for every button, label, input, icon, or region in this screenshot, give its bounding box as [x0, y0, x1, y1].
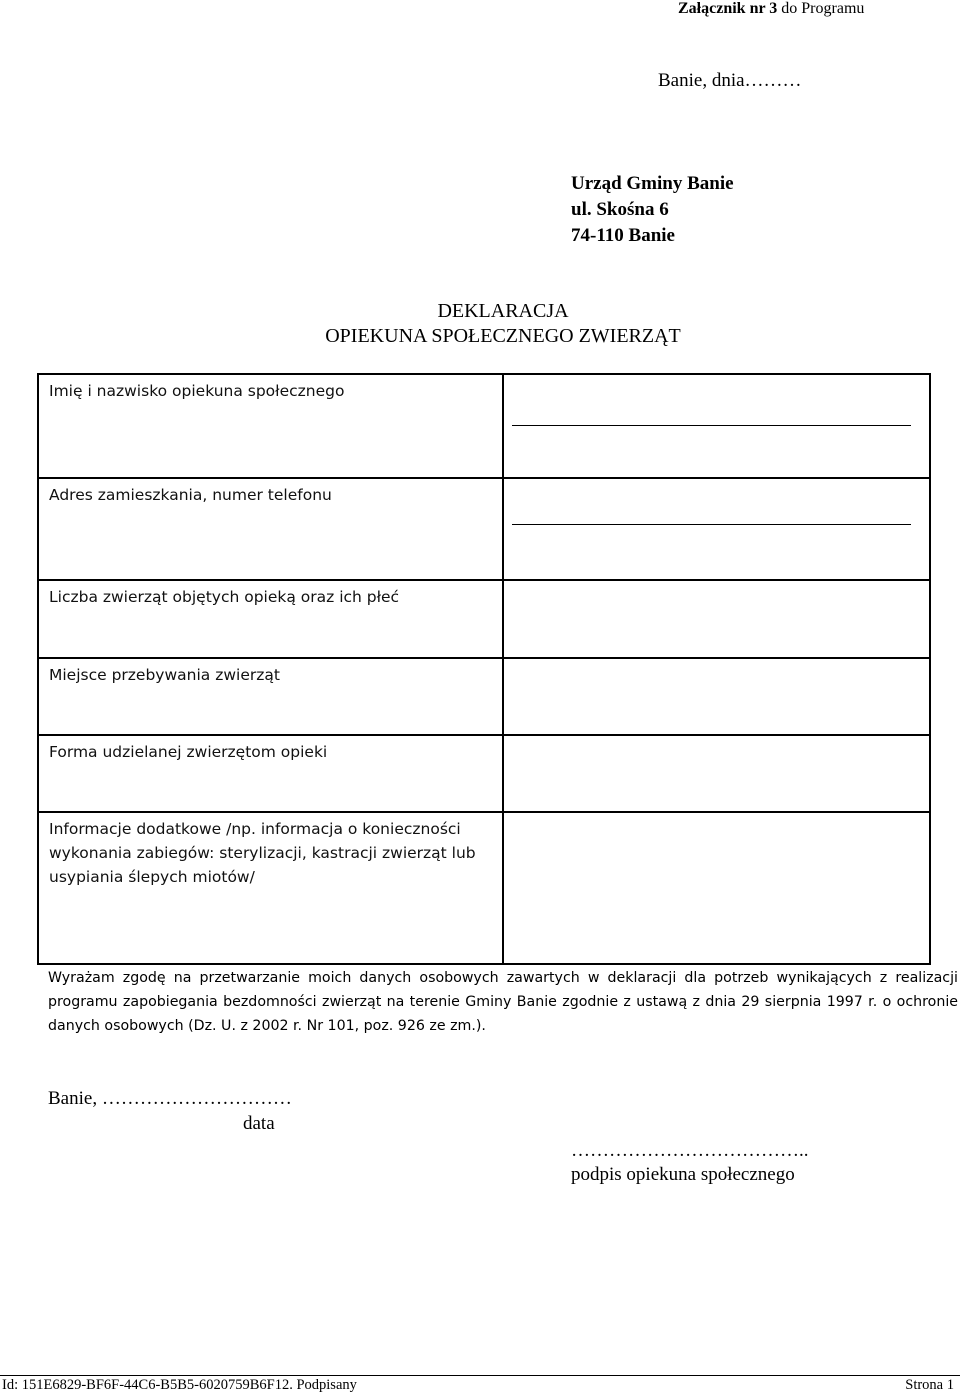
form-value-field[interactable] — [503, 812, 930, 964]
office-postcode: 74-110 Banie — [571, 225, 675, 246]
place-date: Banie, dnia……… — [658, 70, 802, 91]
office-street: ul. Skośna 6 — [571, 199, 669, 220]
form-row-additional-info — [38, 812, 930, 964]
signature-caption: podpis opiekuna społecznego — [571, 1164, 795, 1185]
annex-number: Załącznik nr 3 — [678, 0, 778, 17]
form-label: Imię i nazwisko opiekuna społecznego — [38, 374, 503, 478]
annex-rest: do Programu — [777, 0, 865, 17]
footer-page-number: Strona 1 — [905, 1377, 954, 1393]
form-row-animal-count — [38, 580, 930, 658]
form-row-location — [38, 658, 930, 735]
form-value-field[interactable] — [503, 735, 930, 812]
footer-document-id: Id: 151E6829-BF6F-44C6-B5B5-6020759B6F12. Podpisany — [2, 1377, 357, 1393]
document-subtitle: OPIEKUNA SPOŁECZNEGO ZWIERZĄT — [325, 325, 681, 347]
form-label: Informacje dodatkowe /np. informacja o konieczności wykonania zabiegów: sterylizacji, kastracji zwierząt lub usypiania ślepych miotów/ — [38, 812, 503, 964]
document-title: DEKLARACJA — [437, 300, 569, 322]
form-row-name — [38, 374, 930, 478]
form-row-address — [38, 478, 930, 580]
form-value-field[interactable] — [503, 658, 930, 735]
form-label: Liczba zwierząt objętych opieką oraz ich płeć — [38, 580, 503, 658]
form-value-field[interactable] — [503, 478, 930, 580]
date-caption: data — [243, 1113, 275, 1134]
form-value-field[interactable] — [503, 580, 930, 658]
answer-underline — [512, 524, 911, 525]
form-row-care-form — [38, 735, 930, 812]
signature-line: ……………………………….. — [571, 1140, 809, 1161]
consent-statement: Wyrażam zgodę na przetwarzanie moich danych osobowych zawartych w deklaracji dla potrzeb wynikających z realizacji programu zapobiegania bezdomności zwierząt na terenie Gminy Banie zgodnie z ustawą z dnia 29 sierpnia 1997 r. o ochronie danych osobowych (Dz. U. z 2002 r. Nr 101, poz. 926 ze zm.). — [48, 970, 958, 1034]
form-value-field[interactable] — [503, 374, 930, 478]
answer-underline — [512, 425, 911, 426]
declaration-form-table — [37, 373, 931, 965]
form-label: Adres zamieszkania, numer telefonu — [38, 478, 503, 580]
form-label: Forma udzielanej zwierzętom opieki — [38, 735, 503, 812]
office-name: Urząd Gminy Banie — [571, 173, 734, 194]
footer-divider — [0, 1375, 960, 1376]
place-date-line: Banie, ………………………… — [48, 1088, 292, 1109]
form-label: Miejsce przebywania zwierząt — [38, 658, 503, 735]
annex-label — [678, 0, 864, 18]
